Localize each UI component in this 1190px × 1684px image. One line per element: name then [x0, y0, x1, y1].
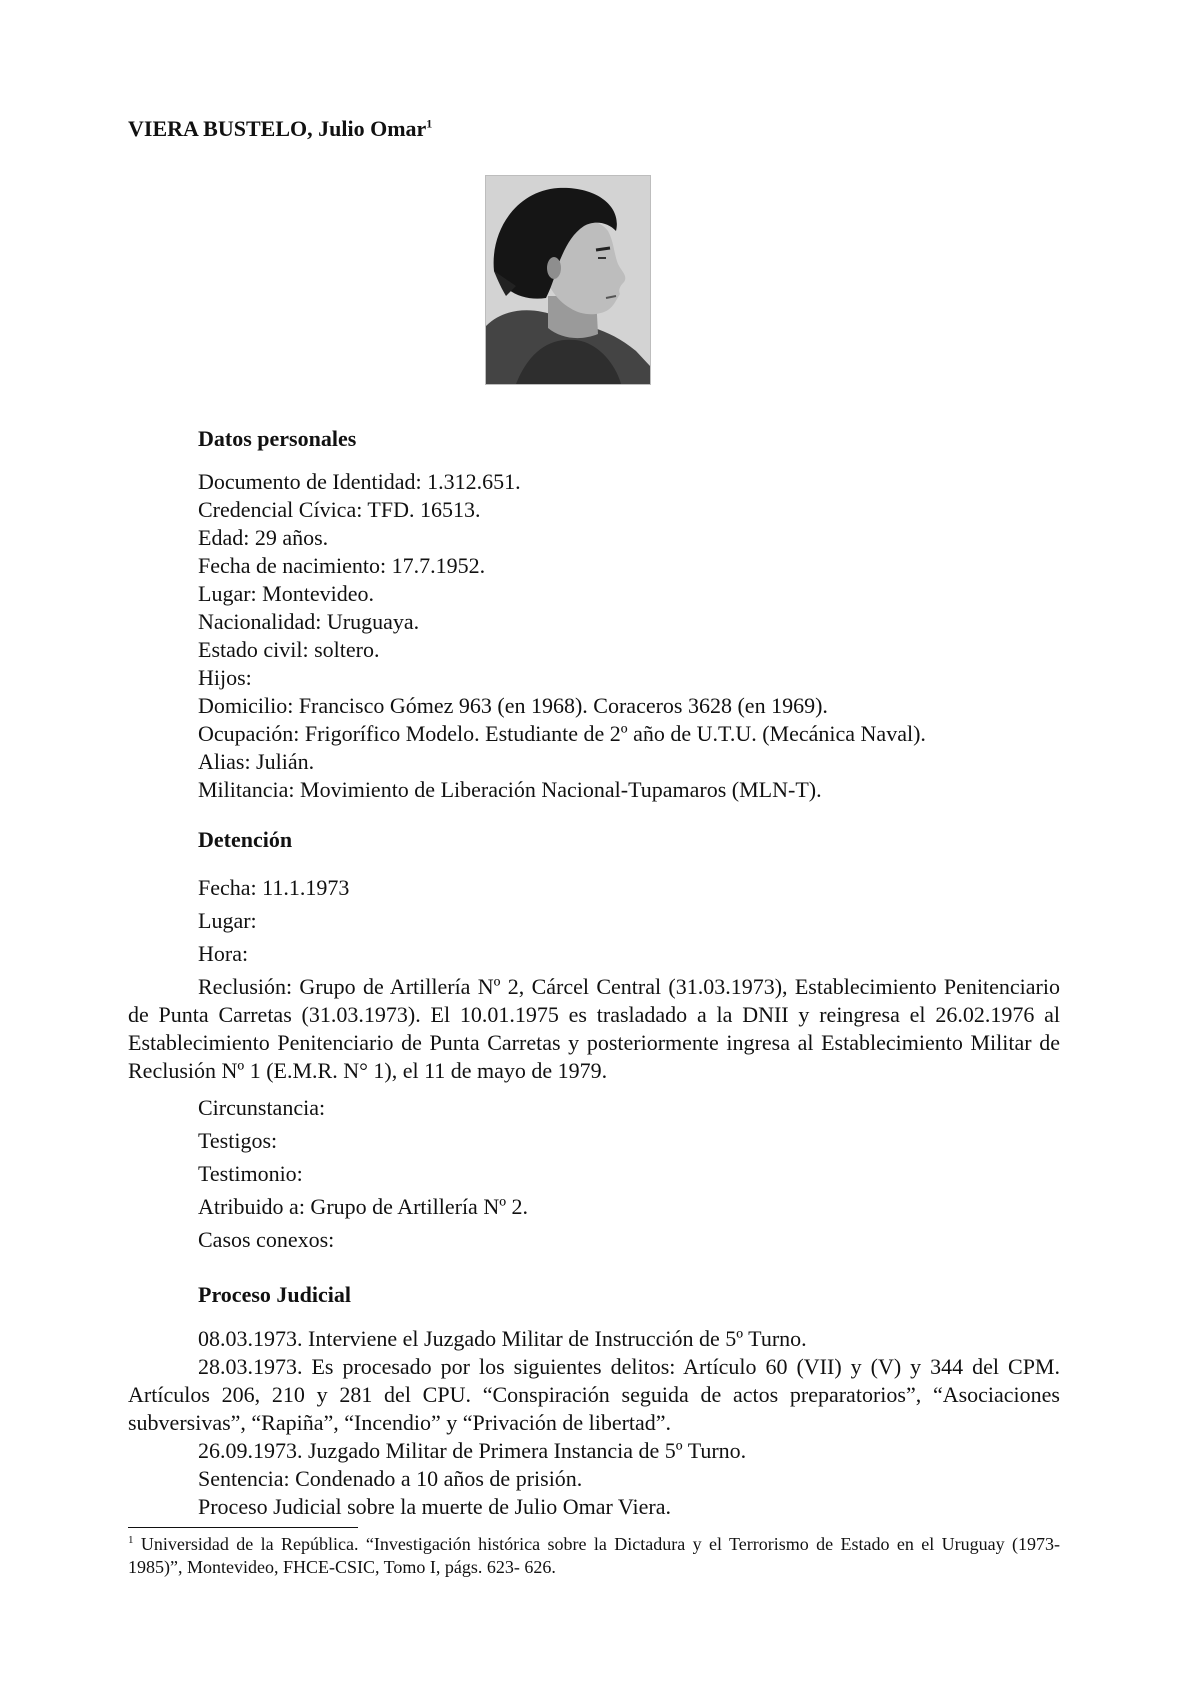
portrait-photo-icon — [485, 175, 651, 385]
list-item: Lugar: Montevideo. — [198, 581, 374, 606]
list-item: Circunstancia: — [198, 1095, 326, 1120]
list-item: Credencial Cívica: TFD. 16513. — [198, 497, 481, 522]
list-item: Casos conexos: — [198, 1227, 335, 1252]
list-item: Estado civil: soltero. — [198, 637, 380, 662]
list-item: Atribuido a: Grupo de Artillería Nº 2. — [198, 1194, 529, 1219]
personal-heading: Datos personales — [198, 426, 357, 451]
list-item: Hora: — [198, 941, 249, 966]
detention-top-list — [198, 874, 349, 973]
list-item: Testimonio: — [198, 1161, 303, 1186]
footnote-divider — [128, 1527, 358, 1528]
list-item: Edad: 29 años. — [198, 525, 329, 550]
list-item: Domicilio: Francisco Gómez 963 (en 1968). Coraceros 3628 (en 1969). — [198, 693, 828, 718]
list-item: Documento de Identidad: 1.312.651. — [198, 469, 521, 494]
list-item: Lugar: — [198, 908, 257, 933]
footnote-ref: 1 — [128, 1534, 134, 1546]
list-item: Ocupación: Frigorífico Modelo. Estudiante de 2º año de U.T.U. (Mecánica Naval). — [198, 721, 926, 746]
personal-data-list — [198, 468, 926, 804]
list-item: Fecha: 11.1.1973 — [198, 875, 350, 900]
list-item: Proceso Judicial sobre la muerte de Julio Omar Viera. — [198, 1494, 671, 1519]
title-name: VIERA BUSTELO, Julio Omar — [128, 116, 427, 141]
list-item: Testigos: — [198, 1128, 278, 1153]
list-item: Nacionalidad: Uruguaya. — [198, 609, 420, 634]
list-item: Alias: Julián. — [198, 749, 315, 774]
list-item: Fecha de nacimiento: 17.7.1952. — [198, 553, 486, 578]
title-footnote-ref[interactable]: 1 — [426, 116, 433, 131]
list-item: Hijos: — [198, 665, 252, 690]
footnote-text: Universidad de la República. “Investigación histórica sobre la Dictadura y el Terrorismo de Estado en el Uruguay (1973-1985)”, Montevideo, FHCE-CSIC, Tomo I, págs. 623- 626. — [128, 1534, 1060, 1577]
detention-bottom-list — [198, 1094, 528, 1259]
judicial-heading: Proceso Judicial — [198, 1282, 351, 1307]
list-item: Sentencia: Condenado a 10 años de prisión. — [198, 1466, 583, 1491]
list-item: Militancia: Movimiento de Liberación Nacional-Tupamaros (MLN-T). — [198, 777, 822, 802]
list-item: 28.03.1973. Es procesado por los siguientes delitos: Artículo 60 (VII) y (V) y 344 del CPM. Artículos 206, 210 y 281 del CPU. “Conspiración seguida de actos preparatorios”, “Asociaciones subversivas”, “Rapiña”, “Incendio” y “Privación de libertad”. — [128, 1354, 1060, 1435]
reclusion-paragraph: Reclusión: Grupo de Artillería Nº 2, Cárcel Central (31.03.1973), Establecimiento Penitenciario de Punta Carretas (31.03.1973). El 10.01.1975 es trasladado a la DNII y reingresa el 26.02.1976 al Establecimiento Penitenciario de Punta Carretas y posteriormente ingresa al Establecimiento Militar de Reclusión Nº 1 (E.M.R. N° 1), el 11 de mayo de 1979. — [128, 974, 1060, 1083]
footnote — [128, 1533, 1060, 1579]
list-item: 08.03.1973. Interviene el Juzgado Militar de Instrucción de 5º Turno. — [198, 1326, 807, 1351]
judicial-list — [128, 1325, 1060, 1521]
detention-heading: Detención — [198, 827, 293, 852]
list-item: 26.09.1973. Juzgado Militar de Primera Instancia de 5º Turno. — [198, 1438, 747, 1463]
document-title — [128, 115, 432, 143]
